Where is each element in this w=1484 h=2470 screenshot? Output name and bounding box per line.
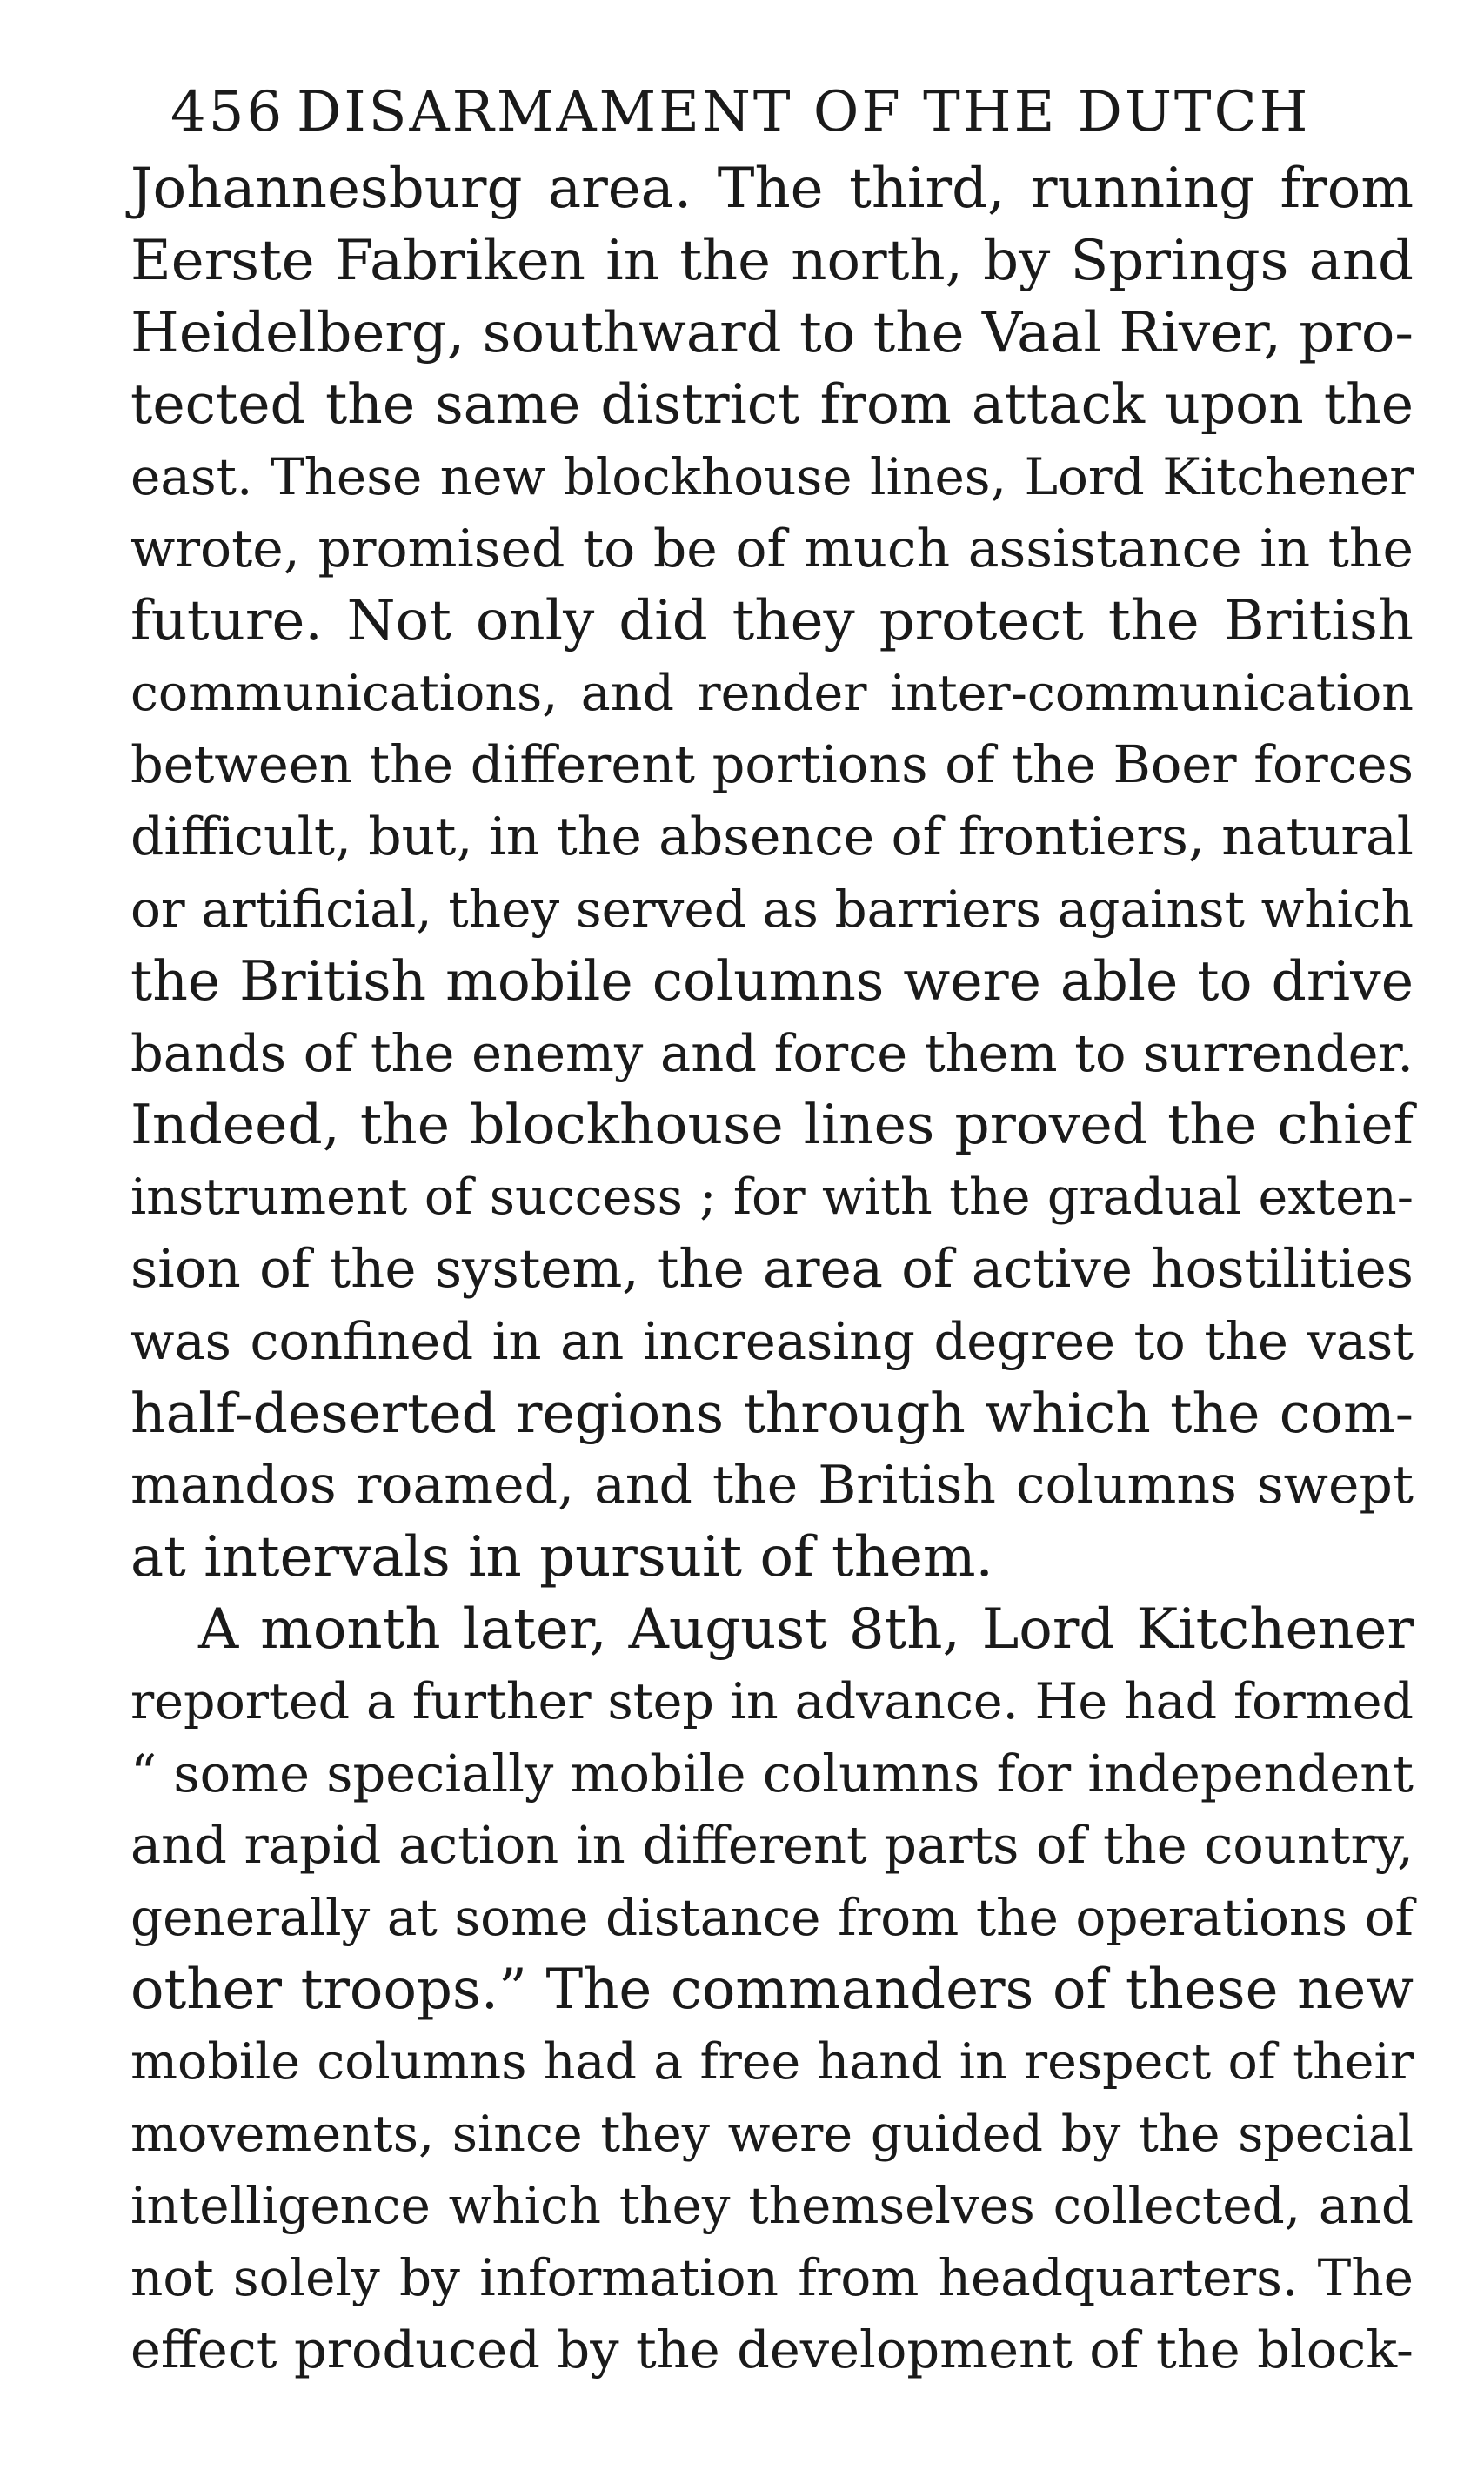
text-line: Indeed, the blockhouse lines proved the chief: [130, 1093, 1414, 1157]
text-line: Johannesburg area. The third, running from: [130, 157, 1414, 221]
text-line: was confined in an increasing degree to the vast: [130, 1310, 1414, 1371]
text-line: “ some specially mobile columns for independent: [130, 1743, 1414, 1804]
text-line: and rapid action in different parts of the country,: [130, 1815, 1414, 1876]
text-line: wrote, promised to be of much assistance in the: [130, 518, 1414, 579]
text-line: between the different portions of the Boer forces: [130, 734, 1414, 795]
text-line: generally at some distance from the operations of: [130, 1888, 1414, 1948]
page-number: 456: [170, 80, 285, 144]
text-line: effect produced by the development of the block-: [130, 2319, 1414, 2380]
text-line: bands of the enemy and force them to surrender.: [130, 1022, 1414, 1083]
text-line: reported a further step in advance. He had formed: [130, 1672, 1414, 1730]
text-line: instrument of success ; for with the gradual exten-: [130, 1168, 1414, 1227]
text-line: future. Not only did they protect the British: [130, 588, 1414, 653]
text-line: or artificial, they served as barriers against which: [130, 879, 1414, 939]
text-line: east. These new blockhouse lines, Lord Kitchener: [130, 447, 1414, 507]
text-line: tected the same district from attack upon the: [130, 372, 1414, 437]
text-line: other troops.” The commanders of these new: [130, 1957, 1414, 2022]
body-text: [130, 153, 1414, 2386]
text-line: intelligence which they themselves collected, and: [130, 2176, 1414, 2236]
paragraph-start-line: A month later, August 8th, Lord Kitchener: [198, 1596, 1414, 1662]
text-line: the British mobile columns were able to drive: [130, 948, 1414, 1013]
text-line: mobile columns had a free hand in respect of their: [130, 2032, 1414, 2091]
text-line: half-deserted regions through which the com-: [130, 1381, 1414, 1445]
text-line: communications, and render inter-communication: [130, 664, 1414, 722]
running-title: DISARMAMENT OF THE DUTCH: [297, 80, 1311, 144]
text-line: difficult, but, in the absence of frontiers, natural: [130, 807, 1414, 868]
text-line: Heidelberg, southward to the Vaal River, pro-: [130, 300, 1414, 365]
running-head: [170, 73, 1388, 151]
text-line: sion of the system, the area of active hostilities: [130, 1237, 1414, 1300]
text-line: not solely by information from headquarters. The: [130, 2248, 1414, 2308]
paragraph-end-line: at intervals in pursuit of them.: [130, 1525, 993, 1590]
text-line: mandos roamed, and the British columns swept: [130, 1455, 1414, 1516]
text-line: Eerste Fabriken in the north, by Springs and: [130, 228, 1414, 293]
text-line: movements, since they were guided by the special: [130, 2105, 1414, 2163]
